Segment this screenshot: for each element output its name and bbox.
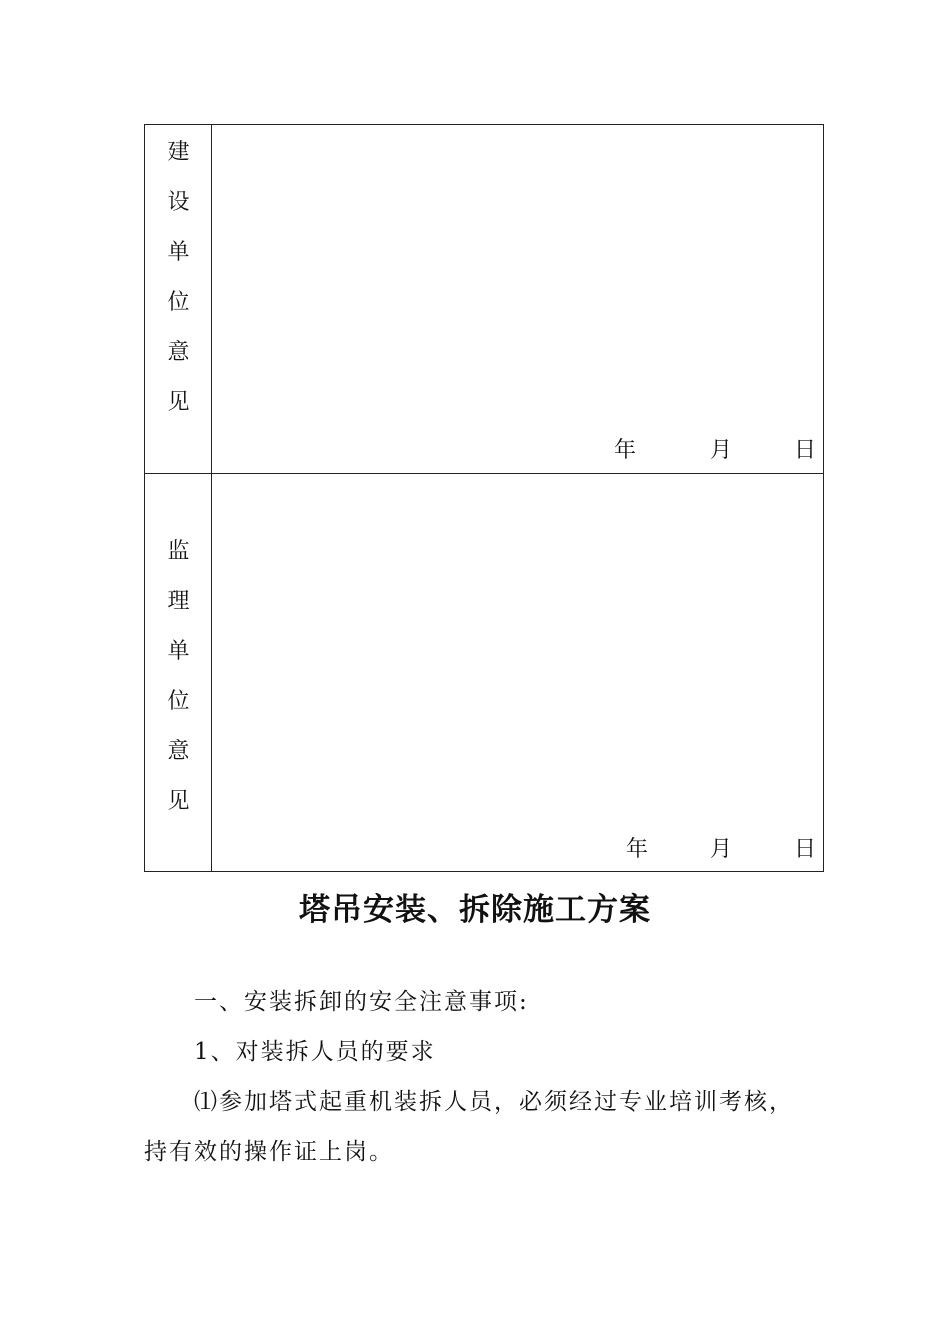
label-char: 位 [167, 290, 190, 315]
section-heading: 一、安装拆卸的安全注意事项: [194, 989, 529, 1015]
label-char: 见 [167, 390, 190, 415]
label-char: 意 [167, 340, 190, 365]
construction-unit-row [145, 125, 823, 474]
label-char: 单 [167, 240, 190, 265]
subsection-heading: 1、对装拆人员的要求 [194, 1039, 436, 1065]
body-paragraph-line: 持有效的操作证上岗。 [144, 1139, 394, 1165]
label-char: 建 [167, 140, 190, 165]
supervision-unit-label-cell [145, 474, 212, 871]
date-day: 日 [794, 438, 817, 463]
construction-unit-label-cell [145, 125, 212, 473]
date-month: 月 [710, 837, 733, 862]
label-char: 位 [167, 689, 190, 714]
date-day: 日 [794, 837, 817, 862]
label-char: 意 [167, 739, 190, 764]
label-char: 单 [167, 639, 190, 664]
label-char: 见 [167, 789, 190, 814]
label-char: 设 [167, 190, 190, 215]
label-char: 理 [167, 589, 190, 614]
body-paragraph-line: ⑴参加塔式起重机装拆人员，必须经过专业培训考核， [194, 1089, 794, 1115]
date-month: 月 [710, 438, 733, 463]
document-title: 塔吊安装、拆除施工方案 [299, 892, 651, 928]
label-char: 监 [167, 539, 190, 564]
date-year: 年 [614, 438, 637, 463]
supervision-unit-row [145, 474, 823, 871]
approval-table [144, 124, 824, 872]
date-year: 年 [626, 837, 649, 862]
